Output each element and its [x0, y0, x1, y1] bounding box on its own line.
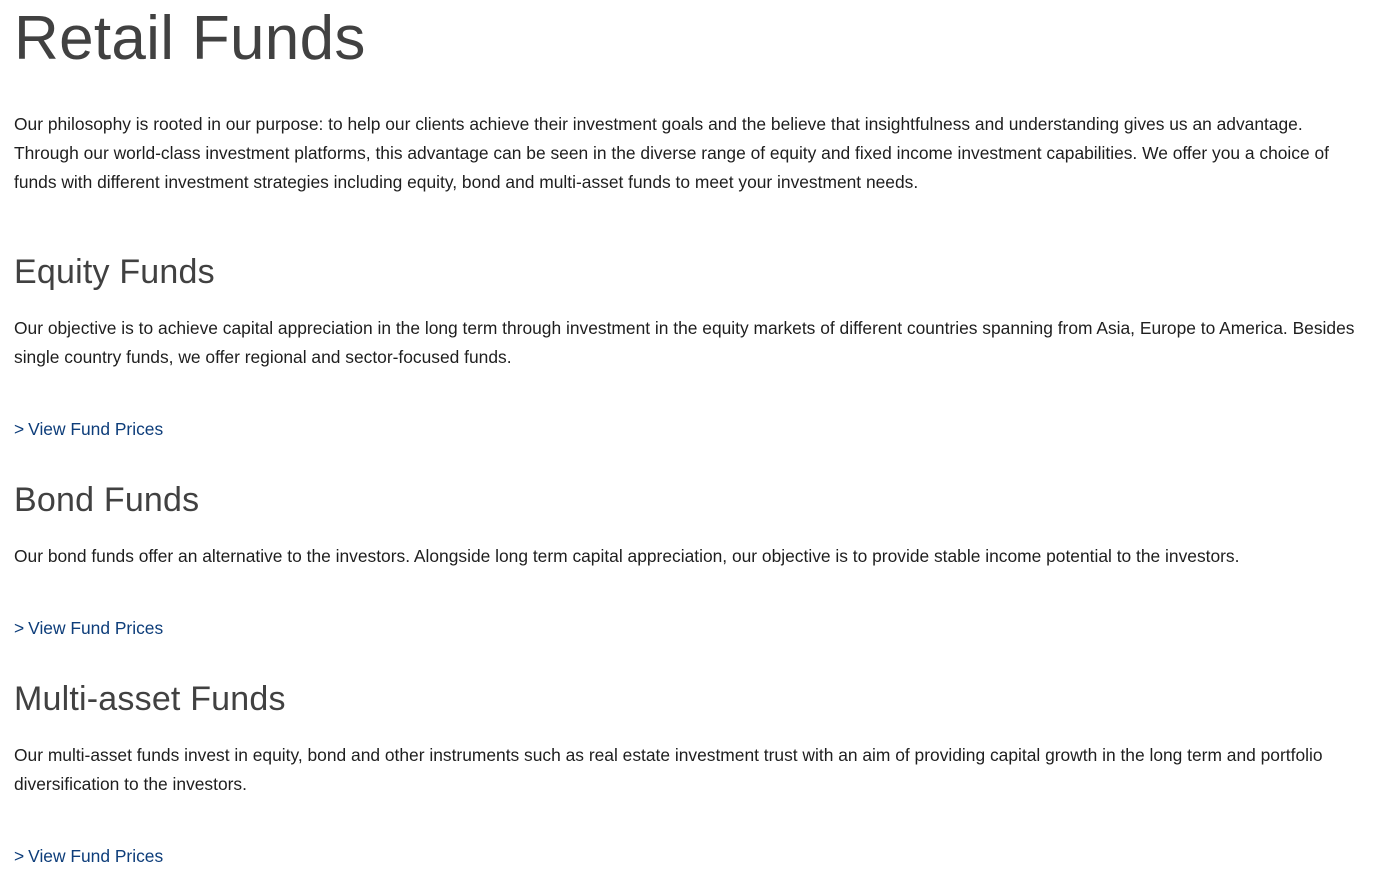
- intro-paragraph: Our philosophy is rooted in our purpose: to help our clients achieve their investment goals and the believe that insightfulness and understanding gives us an advantage. Through our world-class investment platforms, this advantage can be seen in the diverse range of equity and fixed income investment capabilities. We offer you a choice of funds with different investment strategies including equity, bond and multi-asset funds to meet your investment needs.: [14, 114, 1329, 192]
- link-label: View Fund Prices: [28, 846, 164, 866]
- link-arrow-icon: >: [14, 618, 25, 638]
- multi-asset-view-fund-prices-link[interactable]: [14, 844, 163, 868]
- bond-funds-description: Our bond funds offer an alternative to the investors. Alongside long term capital appreciation, our objective is to provide stable income potential to the investors.: [14, 546, 1240, 566]
- link-arrow-icon: >: [14, 846, 25, 866]
- link-arrow-icon: >: [14, 419, 25, 439]
- bond-funds-heading: Bond Funds: [14, 481, 200, 519]
- link-label: View Fund Prices: [28, 419, 164, 439]
- link-label: View Fund Prices: [28, 618, 164, 638]
- equity-funds-heading: Equity Funds: [14, 253, 215, 291]
- multi-asset-funds-heading: Multi-asset Funds: [14, 680, 286, 718]
- bond-view-fund-prices-link[interactable]: [14, 616, 163, 640]
- equity-view-fund-prices-link[interactable]: [14, 417, 163, 441]
- equity-funds-description: Our objective is to achieve capital appreciation in the long term through investment in the equity markets of different countries spanning from Asia, Europe to America. Besides single country funds, we offer regional and sector-focused funds.: [14, 318, 1355, 367]
- multi-asset-funds-description: Our multi-asset funds invest in equity, bond and other instruments such as real estate investment trust with an aim of providing capital growth in the long term and portfolio diversification to the investors.: [14, 745, 1323, 794]
- page-title: Retail Funds: [14, 4, 366, 73]
